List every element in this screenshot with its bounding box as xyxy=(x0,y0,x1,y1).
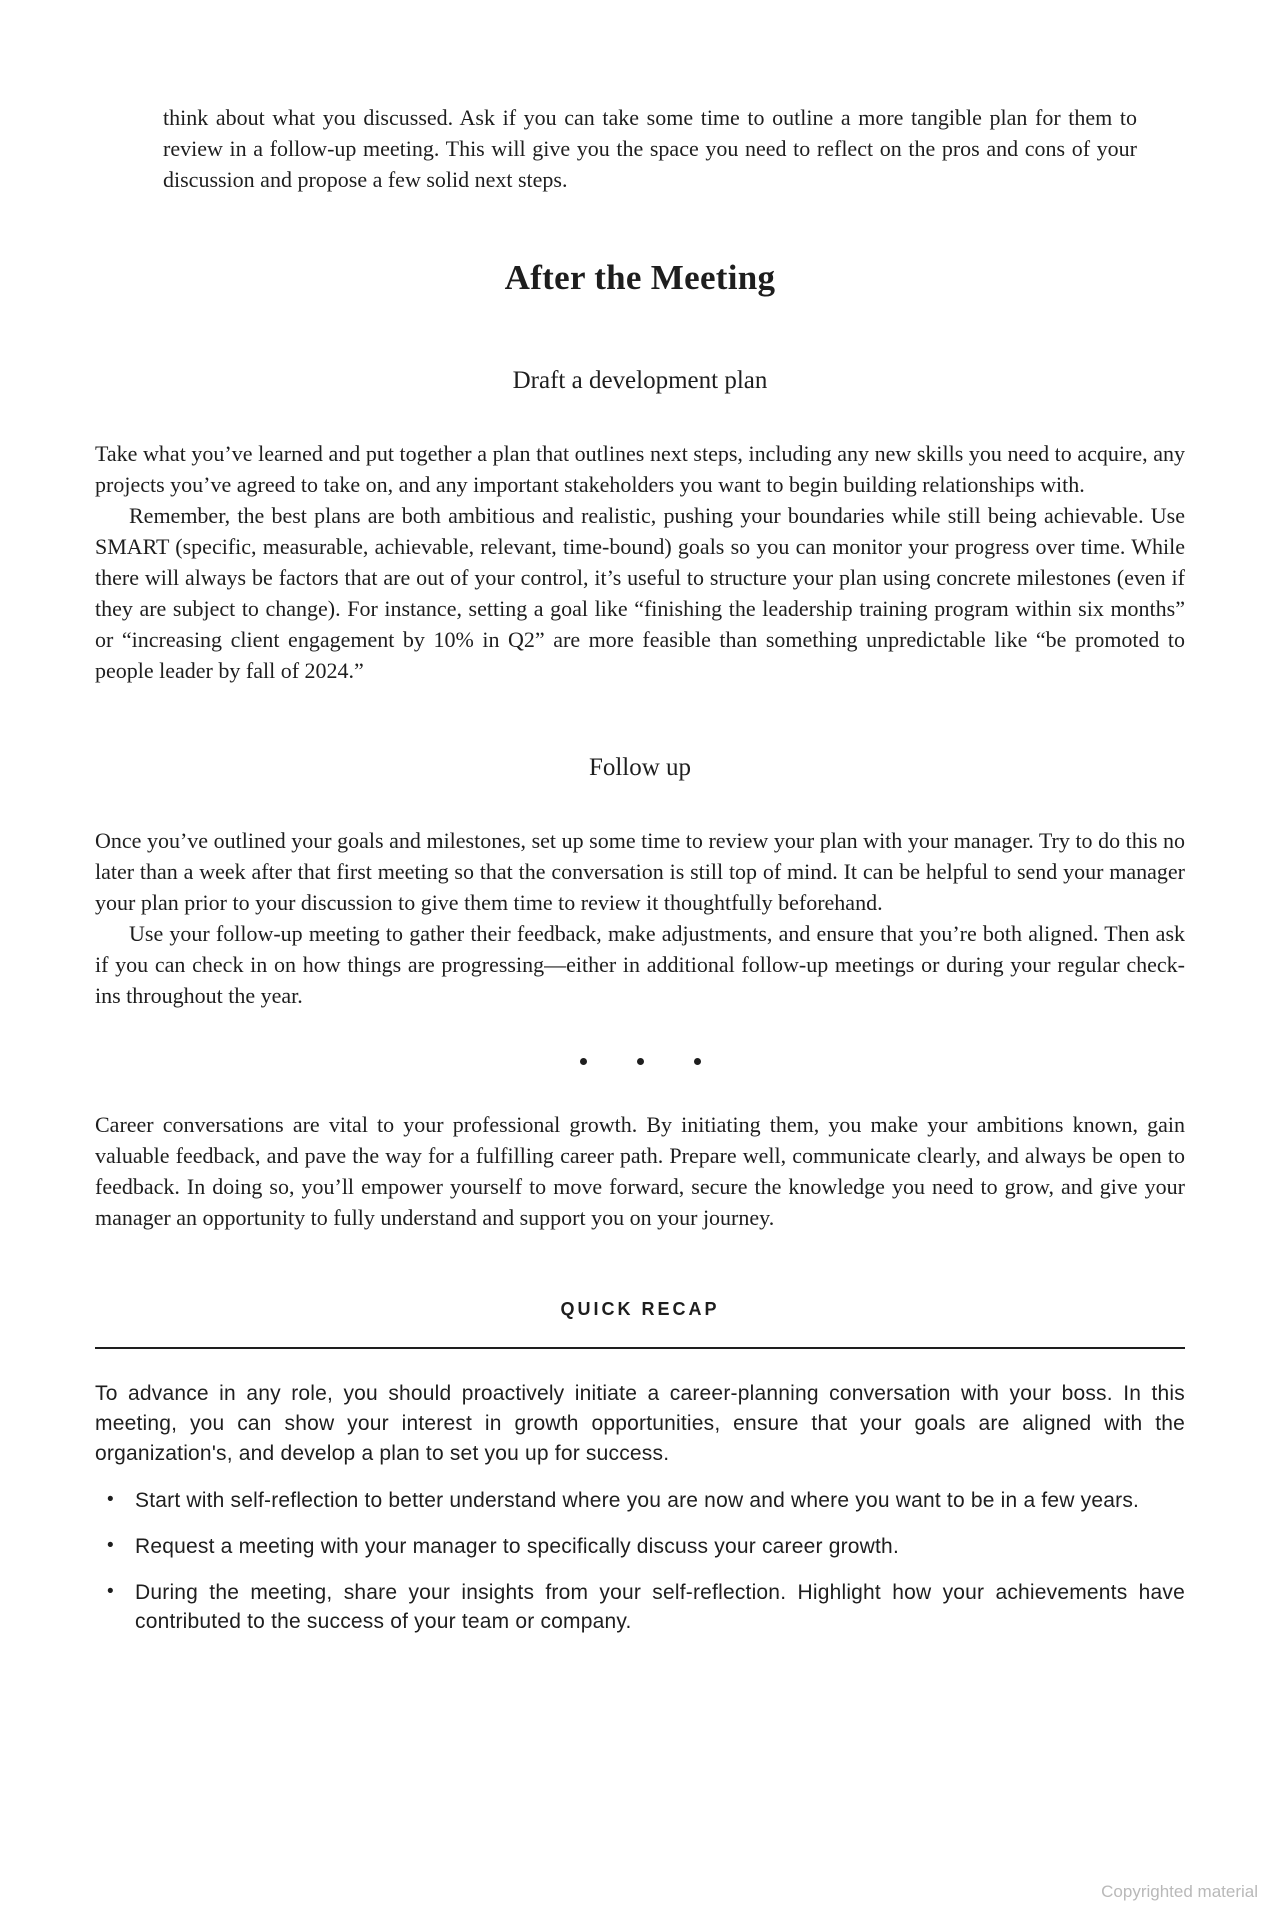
paragraph: Use your follow-up meeting to gather their feedback, make adjustments, and ensure that you’re both aligned. Then ask if you can check in on how things are progressing—either in additional follow-up meetings or during your regular check-ins throughout the year. xyxy=(95,921,1185,1008)
section-draft-development-plan xyxy=(95,365,1185,686)
recap-list xyxy=(95,1486,1185,1636)
section-break-dots xyxy=(95,1057,1185,1065)
section-heading-draft-plan: Draft a development plan xyxy=(512,367,768,394)
paragraph: Once you’ve outlined your goals and milestones, set up some time to review your plan with your manager. Try to do this no later than a week after that first meeting so that the conversation is still top of mind. It can be helpful to send your manager your plan prior to your discussion to give them time to review it thoughtfully beforehand. xyxy=(95,828,1185,915)
chapter-heading: After the Meeting xyxy=(504,258,776,297)
continued-paragraph: think about what you discussed. Ask if you can take some time to outline a more tangible plan for them to review in a follow-up meeting. This will give you the space you need to reflect on the pros and cons of your discussion and propose a few solid next steps. xyxy=(163,105,1137,192)
list-item xyxy=(95,1532,1185,1561)
quick-recap-section xyxy=(95,1297,1185,1636)
paragraph: Take what you’ve learned and put together a plan that outlines next steps, including any new skills you need to acquire, any projects you’ve agreed to take on, and any important stakeholders you want to begin building relationships with. xyxy=(95,441,1185,497)
recap-heading: QUICK RECAP xyxy=(560,1299,720,1319)
recap-intro: To advance in any role, you should proactively initiate a career-planning conversation with your boss. In this meeting, you can show your interest in growth opportunities, ensure that your goals are aligned with the organization's, and develop a plan to set you up for success. xyxy=(95,1382,1185,1465)
section-follow-up xyxy=(95,752,1185,1011)
list-item-text: Request a meeting with your manager to specifically discuss your career growth. xyxy=(135,1535,899,1558)
copyright-watermark: Copyrighted material xyxy=(1101,1882,1258,1901)
list-item-text: Start with self-reflection to better understand where you are now and where you want to be in a few years. xyxy=(135,1489,1140,1512)
divider-rule xyxy=(95,1347,1185,1349)
bullet-icon: • xyxy=(107,1489,114,1510)
paragraph: Remember, the best plans are both ambitious and realistic, pushing your boundaries while still being achievable. Use SMART (specific, measurable, achievable, relevant, time-bound) goals so you can monitor your progress over time. While there will always be factors that are out of your control, it’s useful to structure your plan using concrete milestones (even if they are subject to change). For instance, setting a goal like “finishing the leadership training program within six months” or “increasing client engagement by 10% in Q2” are more feasible than something unpredictable like “be promoted to people leader by fall of 2024.” xyxy=(95,503,1185,683)
dot-icon xyxy=(637,1058,644,1065)
list-item-text: During the meeting, share your insights from your self-reflection. Highlight how your achievements have contributed to the success of your team or company. xyxy=(135,1581,1185,1633)
closing-paragraph: Career conversations are vital to your professional growth. By initiating them, you make your ambitions known, gain valuable feedback, and pave the way for a fulfilling career path. Prepare well, communicate clearly, and always be open to feedback. In doing so, you’ll empower yourself to move forward, secure the knowledge you need to grow, and give your manager an opportunity to fully understand and support you on your journey. xyxy=(95,1112,1185,1230)
bullet-icon: • xyxy=(107,1535,114,1556)
section-heading-follow-up: Follow up xyxy=(588,754,692,781)
list-item xyxy=(95,1486,1185,1515)
dot-icon xyxy=(580,1058,587,1065)
bullet-icon: • xyxy=(107,1581,114,1602)
dot-icon xyxy=(694,1058,701,1065)
list-item xyxy=(95,1578,1185,1636)
